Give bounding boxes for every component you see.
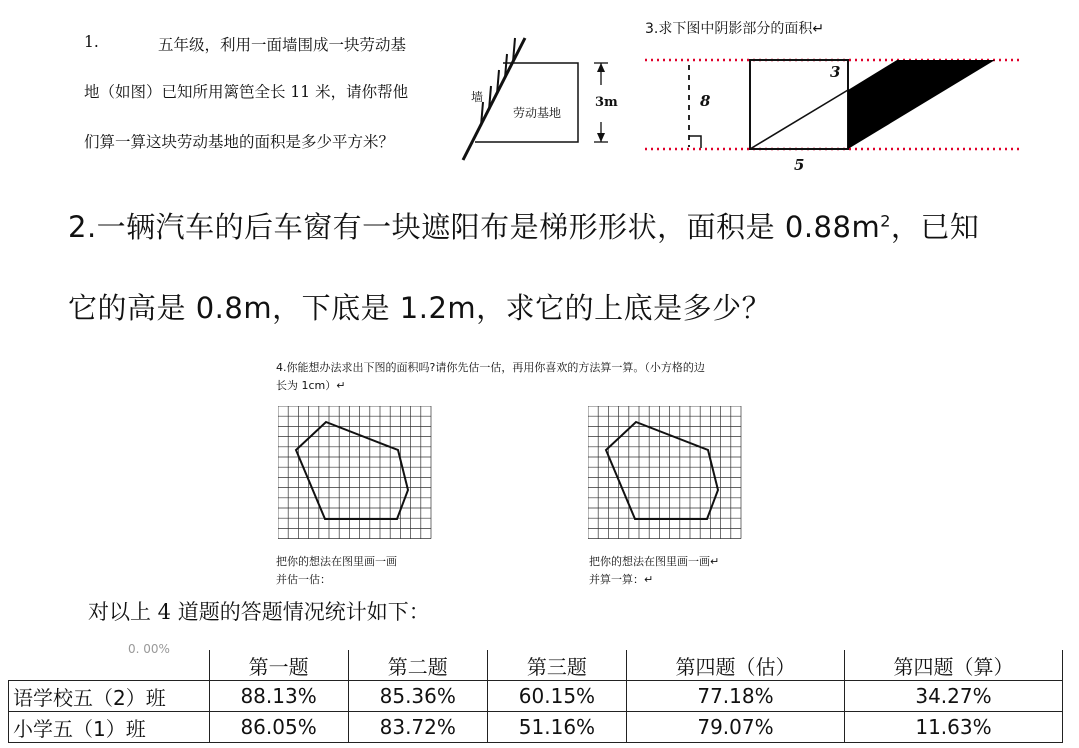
table-header-cell: 第四题（估） — [627, 650, 845, 681]
table-cell: 11.63% — [844, 712, 1062, 743]
table-cell: 79.07% — [627, 712, 845, 743]
height-label: 3m — [595, 95, 618, 110]
wall-label: 墙 — [471, 90, 484, 104]
table-header-cell: 第四题（算） — [844, 650, 1062, 681]
field-label: 劳动基地 — [513, 106, 562, 120]
q4-left-caption2: 并估一估： — [276, 573, 331, 586]
q4-right-grid — [588, 406, 748, 546]
q4-right-caption1: 把你的想法在图里画一画↵ — [589, 555, 720, 568]
table-header-cell: 第三题 — [487, 650, 626, 681]
table-cell: 85.36% — [348, 681, 487, 712]
q2-line1 — [68, 205, 979, 246]
q2-line1-tail: ，已知 — [890, 210, 980, 244]
q4-title-line2: 长为 1cm）↵ — [276, 379, 346, 392]
q2-line1-text: 2.一辆汽车的后车窗有一块遮阳布是梯形形状，面积是 0.88m — [68, 210, 881, 244]
table-header-cell: 第二题 — [348, 650, 487, 681]
table-cell: 83.72% — [348, 712, 487, 743]
table-cell: 86.05% — [209, 712, 348, 743]
table-header-row — [9, 650, 1063, 681]
table-header-cell: 第一题 — [209, 650, 348, 681]
q4-left-grid — [278, 406, 438, 546]
q3-diagram — [625, 40, 1025, 180]
table-row-label: 语学校五（2）班 — [9, 681, 210, 712]
table-cell: 51.16% — [487, 712, 626, 743]
q4-right-caption2: 并算一算：↵ — [589, 573, 654, 586]
table-row-label: 小学五（1）班 — [9, 712, 210, 743]
table-cell: 60.15% — [487, 681, 626, 712]
q2-superscript: 2 — [880, 211, 891, 231]
table-row — [9, 681, 1063, 712]
q4-left-caption1: 把你的想法在图里画一画 — [276, 555, 397, 568]
q2-line2: 它的高是 0.8m，下底是 1.2m，求它的上底是多少？ — [68, 291, 772, 325]
q1-line1: 五年级，利用一面墙围成一块劳动基 — [158, 36, 407, 54]
q1-number: 1. — [84, 33, 99, 51]
table-cell: 88.13% — [209, 681, 348, 712]
table-header-cell — [9, 650, 210, 681]
q3-height: 8 — [700, 92, 711, 110]
table-cell: 34.27% — [844, 681, 1062, 712]
q3-bottom-segment: 5 — [794, 156, 805, 174]
q4-title-line1: 4.你能想办法求出下图的面积吗?请你先估一估，再用你喜欢的方法算一算。（小方格的边 — [276, 361, 705, 374]
summary-text: 对以上 4 道题的答题情况统计如下： — [88, 600, 430, 624]
table-cell: 77.18% — [627, 681, 845, 712]
q3-title: 3.求下图中阴影部分的面积↵ — [645, 21, 825, 37]
q3-top-segment: 3 — [830, 63, 841, 81]
ghost-text: 0. 00% — [128, 642, 170, 656]
q1-line2: 地（如图）已知所用篱笆全长 11 米，请你帮他 — [84, 83, 409, 101]
stats-table — [8, 650, 1063, 743]
q1-line3: 们算一算这块劳动基地的面积是多少平方米？ — [84, 133, 395, 151]
table-row — [9, 712, 1063, 743]
